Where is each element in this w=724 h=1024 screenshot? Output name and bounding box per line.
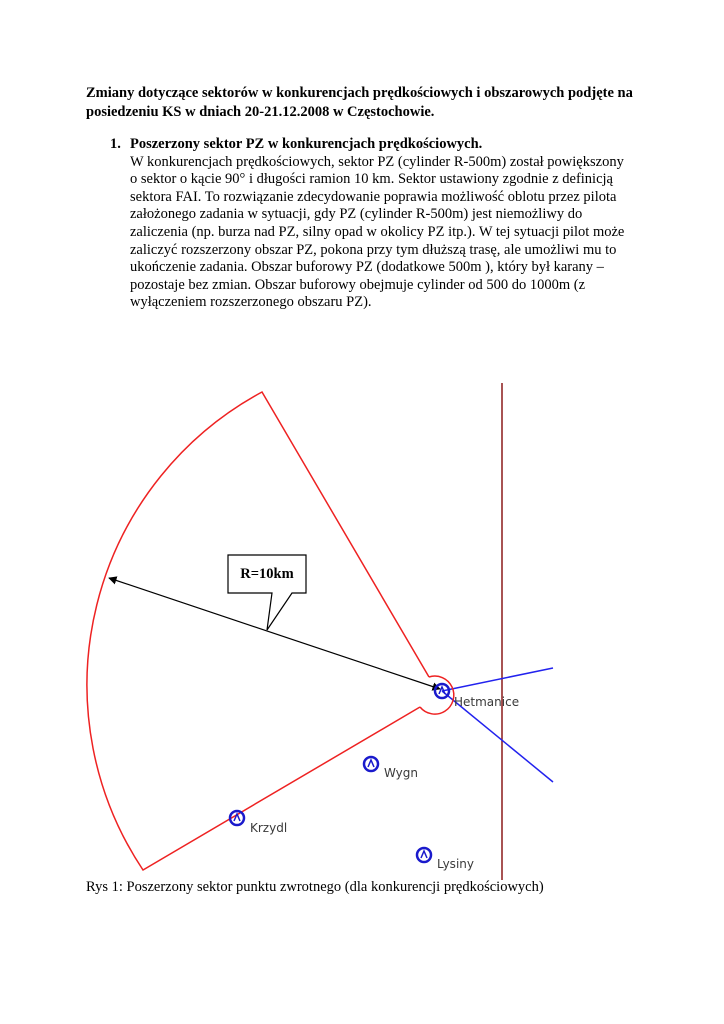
section-heading: [110, 136, 630, 154]
expanded-sector: [87, 392, 429, 870]
document-title: Zmiany dotyczące sektorów w konkurencjach prędkościowych i obszarowych podjęte na posiedzeniu KS w dniach 20-21.12.2008 w Częstochowie.: [86, 85, 633, 120]
waypoint-wygn: [364, 757, 418, 780]
section-heading-text: Poszerzony sektor PZ w konkurencjach prędkościowych.: [130, 136, 483, 152]
waypoint-hetmanice: [435, 684, 519, 709]
waypoint-label: Wygn: [384, 766, 418, 780]
waypoint-icon: [364, 757, 378, 771]
course-leg-north: [442, 668, 553, 691]
section-body: W konkurencjach prędkościowych, sektor PZ (cylinder R-500m) został powiększony o sektor o kącie 90° i długości ramion 10 km. Sektor ustawiony zgodnie z definicją sektora FAI. To rozwiązanie zdecydowanie poprawia możliwość oblotu przez pilota założonego zadania w sytuacji, gdy PZ (cylinder R-500m) jest niemożliwy do zaliczenia (np. burza nad PZ, silny opad w okolicy PZ itp.). W tej sytuacji pilot może zaliczyć rozszerzony obszar PZ, pokona przy tym dłuższą trasę, ale umożliwi mu to ukończenie zadania. Obszar buforowy PZ (dodatkowe 500m ), który był karany – pozostaje bez zmian. Obszar buforowy obejmuje cylinder od 500 do 1000m (z wyłączeniem rozszerzonego obszaru PZ).: [130, 153, 625, 311]
waypoint-label: Krzydl: [250, 821, 288, 835]
waypoint-lysiny: [417, 848, 474, 871]
figure-caption: Rys 1: Poszerzony sektor punktu zwrotnego (dla konkurencji prędkościowych): [86, 879, 544, 895]
waypoint-label: Hetmanice: [454, 695, 520, 709]
section-1: [110, 136, 630, 312]
radius-label: R=10km: [240, 566, 294, 582]
sector-figure: [0, 370, 724, 890]
waypoint-icon: [417, 848, 431, 862]
waypoint-label: Lysiny: [437, 857, 474, 871]
section-number: 1.: [110, 136, 121, 152]
